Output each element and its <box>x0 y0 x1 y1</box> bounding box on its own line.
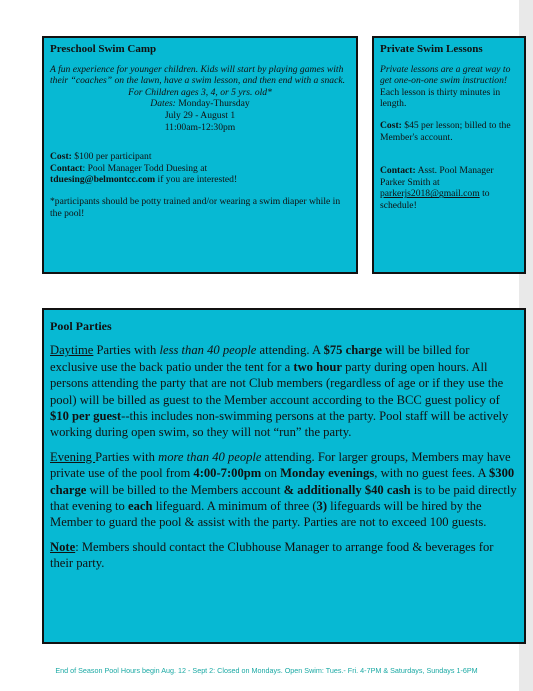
preschool-swim-camp-box <box>42 36 358 274</box>
camp-cost: Cost: $100 per participant <box>50 151 152 163</box>
parties-note: Note: Members should contact the Clubhouse Manager to arrange food & beverages for their party. <box>50 539 494 571</box>
camp-email-line: tduesing@belmontcc.com if you are interested! <box>50 174 238 186</box>
camp-time: 11:00am-12:30pm <box>164 121 236 133</box>
lessons-email-link[interactable]: parkerjs2018@gmail.com <box>380 188 480 200</box>
parties-title: Pool Parties <box>50 319 112 333</box>
pool-parties-box <box>42 308 526 644</box>
camp-date-range: July 29 - August 1 <box>164 109 236 121</box>
camp-title: Preschool Swim Camp <box>50 43 157 55</box>
parties-evening: Evening Parties with more than 40 people attending. For larger groups, Members may have private use of the pool from 4:00-7:00pm on Monday evenings, with no guest fees. A $300 charge will be billed to the Members account & additionally $40 cash is to be paid directly that evening to each lifeguard. A minimum of three (3) lifeguards will be hired by the Member to guard the pool & assist with the party. Parties are not to exceed 100 guests. <box>50 449 517 530</box>
camp-note: *participants should be potty trained and/or wearing a swim diaper while in the pool! <box>50 195 341 219</box>
lessons-contact: Contact: Asst. Pool Manager Parker Smith at parkerjs2018@gmail.com to schedule! <box>380 165 494 211</box>
camp-ages: For Children ages 3, 4, or 5 yrs. old* <box>128 86 272 98</box>
camp-dates: Dates: Monday-Thursday <box>150 98 250 110</box>
camp-contact: Contact: Pool Manager Todd Duesing at <box>50 162 208 174</box>
private-swim-lessons-box <box>372 36 526 274</box>
lessons-duration: Each lesson is thirty minutes in length. <box>380 86 501 110</box>
camp-intro: A fun experience for younger children. Kids will start by playing games with their “coaches” on the lawn, have a swim lesson, and then end with a snack. <box>50 63 345 87</box>
lessons-intro: Private lessons are a great way to get one-on-one swim instruction! <box>380 63 511 87</box>
lessons-title: Private Swim Lessons <box>380 43 483 55</box>
lessons-cost: Cost: $45 per lesson; billed to the Member's account. <box>380 119 511 143</box>
camp-email-link[interactable]: tduesing@belmontcc.com <box>50 174 156 186</box>
season-hours-footer: End of Season Pool Hours begin Aug. 12 - Sept 2: Closed on Mondays. Open Swim: Tues.- Fri. 4-7PM & Saturdays, Sundays 1-6PM <box>55 666 478 675</box>
parties-daytime: Daytime Parties with less than 40 people attending. A $75 charge will be billed for exclusive use the back patio under the tent for a two hour party during open hours. All persons attending the party that are not Club members (regardless of age or if they use the pool) will be billed as guest to the Member account according to the BCC guest policy of $10 per guest--this includes non-swimming persons at the party. Pool staff will be actively working during open swim, so they will not “run” the party. <box>50 343 509 440</box>
